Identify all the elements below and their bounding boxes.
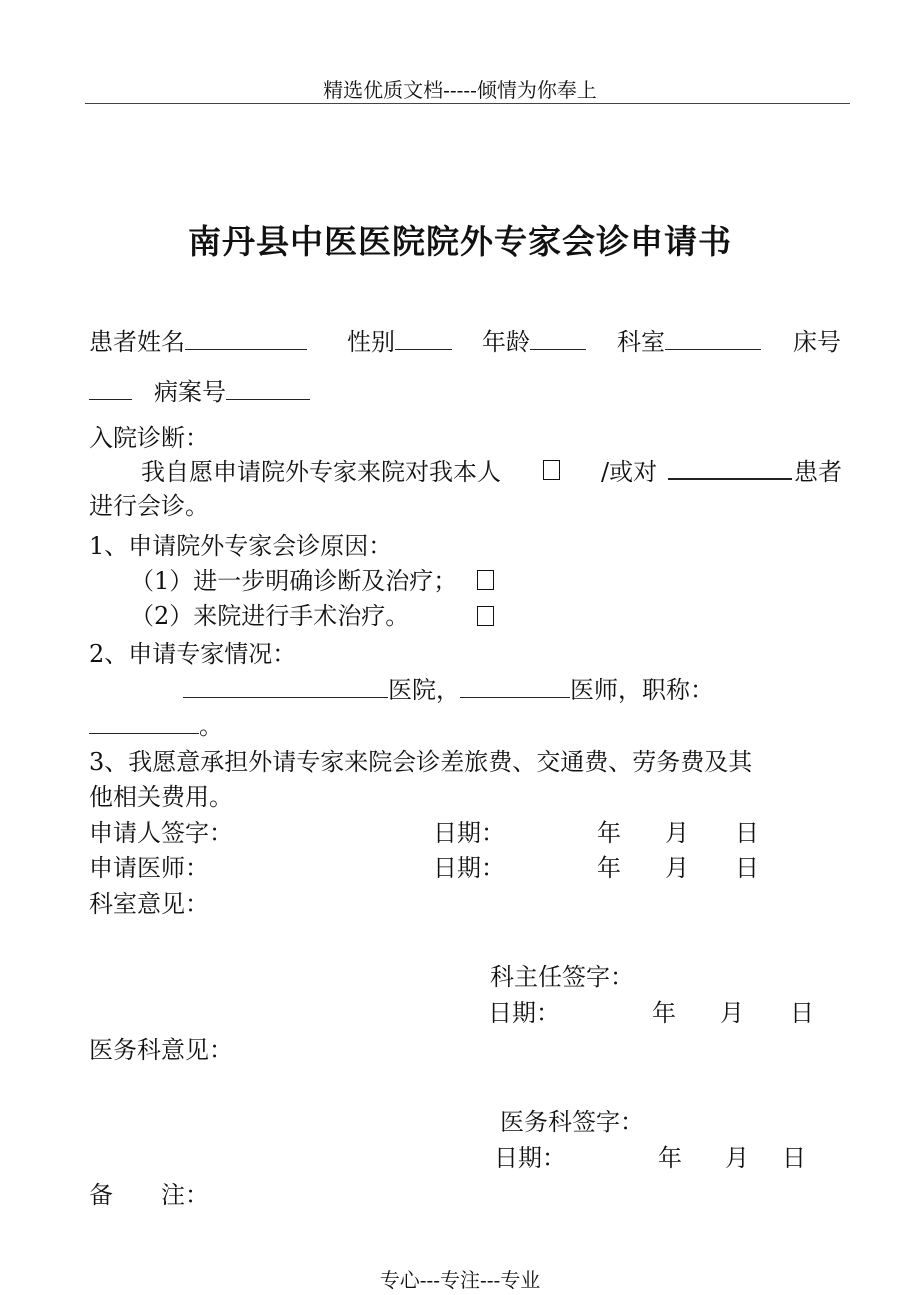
reason-option-2: （2）来院进行手术治疗。: [130, 602, 410, 630]
applicant-sign-label: 申请人签字：: [89, 819, 233, 847]
doctor-title-label: 医师，职称：: [570, 676, 714, 704]
dept-year: 年: [652, 999, 676, 1027]
expert-hospital-field[interactable]: [183, 670, 714, 705]
dept-blank[interactable]: [665, 325, 761, 350]
medical-affairs-day: 日: [782, 1144, 806, 1172]
title-field[interactable]: [89, 706, 223, 741]
medical-affairs-date-label: 日期：: [494, 1144, 566, 1172]
self-checkbox[interactable]: [543, 460, 560, 480]
dept-label: 科室: [617, 328, 665, 356]
bed-label: 床号: [793, 328, 841, 356]
doctor-sign-label: 申请医师：: [89, 854, 209, 882]
age-label: 年龄: [482, 328, 530, 356]
bed-blank[interactable]: [89, 375, 132, 400]
age-field[interactable]: [482, 322, 586, 357]
applicant-day: 日: [735, 819, 759, 847]
patient-name-label: 患者姓名: [89, 328, 185, 356]
medical-affairs-year: 年: [658, 1144, 682, 1172]
page-title: 南丹县中医医院院外专家会诊申请书: [188, 222, 732, 261]
remarks-label: 备 注：: [89, 1181, 209, 1209]
dept-date-label: 日期：: [488, 999, 560, 1027]
patient-name-blank[interactable]: [185, 325, 307, 350]
consent-line1-pre: 我自愿申请院外专家来院对我本人: [141, 458, 501, 486]
consent-line1-post: 患者: [794, 458, 842, 486]
record-blank[interactable]: [226, 375, 310, 400]
dept-field[interactable]: [617, 322, 761, 357]
hospital-label: 医院，: [388, 676, 460, 704]
page-footer: 专心---专注---专业: [379, 1268, 541, 1292]
applicant-year: 年: [597, 819, 621, 847]
doctor-month: 月: [665, 854, 689, 882]
dept-day: 日: [790, 999, 814, 1027]
page-header: 精选优质文档-----倾情为你奉上: [323, 78, 597, 102]
patient-name-field[interactable]: [89, 322, 307, 357]
section3-line1: 3、我愿意承担外请专家来院会诊差旅费、交通费、劳务费及其: [89, 748, 753, 776]
dept-month: 月: [720, 999, 744, 1027]
other-patient-blank[interactable]: [668, 454, 792, 480]
doctor-date-label: 日期：: [433, 854, 505, 882]
section2-heading: 2、申请专家情况：: [89, 640, 297, 668]
title-blank[interactable]: [89, 709, 199, 734]
section1-heading: 1、申请院外专家会诊原因：: [89, 532, 393, 560]
reason-2-checkbox[interactable]: [477, 606, 494, 626]
title-end: 。: [199, 712, 223, 740]
medical-affairs-opinion-label: 医务科意见：: [89, 1036, 233, 1064]
consent-line2: 进行会诊。: [89, 492, 209, 520]
doctor-day: 日: [735, 854, 759, 882]
admission-diagnosis-label: 入院诊断：: [89, 424, 209, 452]
applicant-date-label: 日期：: [433, 819, 505, 847]
hospital-blank[interactable]: [183, 673, 388, 698]
sex-label: 性别: [347, 328, 395, 356]
sex-field[interactable]: [347, 322, 452, 357]
reason-1-checkbox[interactable]: [477, 570, 494, 590]
record-label: 病案号: [154, 378, 226, 406]
header-divider: [85, 103, 850, 104]
dept-opinion-label: 科室意见：: [89, 890, 209, 918]
reason-option-1: （1）进一步明确诊断及治疗；: [130, 567, 458, 595]
consent-line1-mid: /或对: [601, 458, 658, 486]
section3-line2: 他相关费用。: [89, 783, 233, 811]
sex-blank[interactable]: [395, 325, 452, 350]
medical-affairs-sign-label: 医务科签字：: [500, 1108, 644, 1136]
age-blank[interactable]: [530, 325, 586, 350]
medical-affairs-month: 月: [725, 1144, 749, 1172]
applicant-month: 月: [665, 819, 689, 847]
doctor-blank[interactable]: [460, 673, 570, 698]
doctor-year: 年: [597, 854, 621, 882]
bed-blank-record-field[interactable]: [89, 372, 310, 407]
dept-head-sign-label: 科主任签字：: [490, 963, 634, 991]
